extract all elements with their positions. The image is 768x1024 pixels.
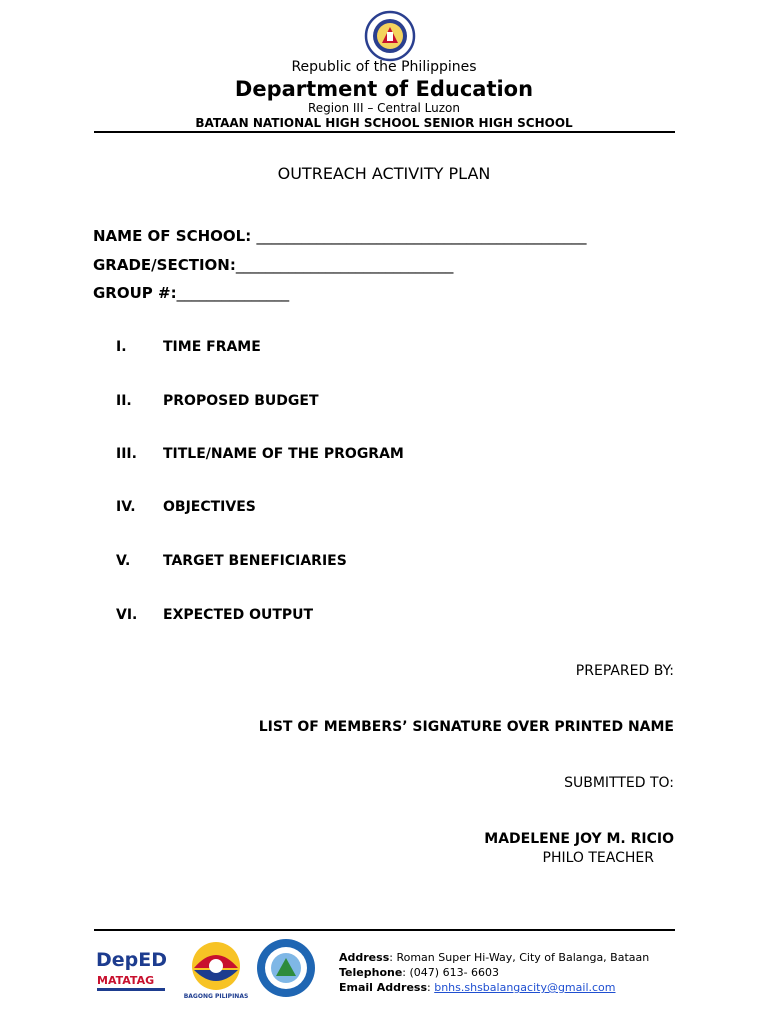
bagong-pilipinas-logo-icon — [184, 942, 249, 1000]
field-label: GROUP #: — [93, 284, 177, 302]
field-label: GRADE/SECTION: — [93, 256, 236, 274]
section-time-frame: TIME FRAME — [163, 339, 261, 355]
matatag-logo-text: MATATAG — [97, 974, 155, 987]
deped-seal-icon — [358, 10, 422, 62]
school-heading: BATAAN NATIONAL HIGH SCHOOL SENIOR HIGH SCHOOL — [195, 116, 573, 130]
field-blank-line: _____________________________ — [235, 256, 454, 274]
region-heading: Region III – Central Luzon — [308, 101, 460, 115]
deped-logo-text: DepED — [96, 949, 168, 971]
address-label: Address — [339, 951, 390, 964]
section-number: VI. — [116, 607, 138, 623]
footer-logos — [94, 936, 324, 1002]
email-separator: : — [427, 981, 435, 994]
teacher-name: MADELENE JOY M. RICIO — [484, 831, 674, 847]
footer-divider — [94, 929, 675, 931]
address-value: : Roman Super Hi-Way, City of Balanga, Bataan — [389, 951, 650, 964]
section-number: V. — [116, 553, 131, 569]
bnhs-school-seal-icon — [257, 939, 315, 997]
section-number: I. — [116, 339, 127, 355]
field-label: NAME OF SCHOOL: — [93, 227, 257, 245]
grade-section-field[interactable] — [93, 256, 453, 274]
section-number: IV. — [116, 499, 136, 515]
name-of-school-field[interactable] — [93, 227, 586, 245]
field-blank-line: ____________________________________________ — [256, 227, 587, 245]
section-program-title: TITLE/NAME OF THE PROGRAM — [163, 446, 404, 462]
header-divider — [94, 131, 675, 133]
prepared-by-label: PREPARED BY: — [575, 663, 674, 679]
footer-phone-line — [339, 965, 649, 980]
department-heading: Department of Education — [234, 77, 534, 101]
section-expected-output: EXPECTED OUTPUT — [163, 607, 314, 623]
teacher-role: PHILO TEACHER — [542, 850, 654, 866]
email-label: Email Address — [339, 981, 428, 994]
phone-value: : (047) 613- 6603 — [402, 966, 500, 979]
bagong-pilipinas-logo-text: BAGONG PILIPINAS — [183, 993, 249, 1000]
section-target-beneficiaries: TARGET BENEFICIARIES — [163, 553, 347, 569]
submitted-to-label: SUBMITTED TO: — [564, 775, 674, 791]
group-number-field[interactable] — [93, 284, 289, 302]
deped-matatag-logo-icon — [96, 949, 167, 991]
footer-email-line — [339, 980, 649, 995]
section-objectives: OBJECTIVES — [163, 499, 256, 515]
document-title: OUTREACH ACTIVITY PLAN — [277, 164, 491, 183]
members-signature-line: LIST OF MEMBERS’ SIGNATURE OVER PRINTED NAME — [258, 719, 674, 735]
section-proposed-budget: PROPOSED BUDGET — [163, 393, 319, 409]
republic-heading: Republic of the Philippines — [291, 59, 477, 75]
section-number: III. — [116, 446, 137, 462]
field-blank-line: _______________ — [176, 284, 290, 302]
footer-contact-block — [339, 950, 649, 995]
email-link[interactable]: bnhs.shsbalangacity@gmail.com — [434, 981, 616, 994]
footer-address-line — [339, 950, 649, 965]
phone-label: Telephone — [339, 966, 403, 979]
section-number: II. — [116, 393, 132, 409]
